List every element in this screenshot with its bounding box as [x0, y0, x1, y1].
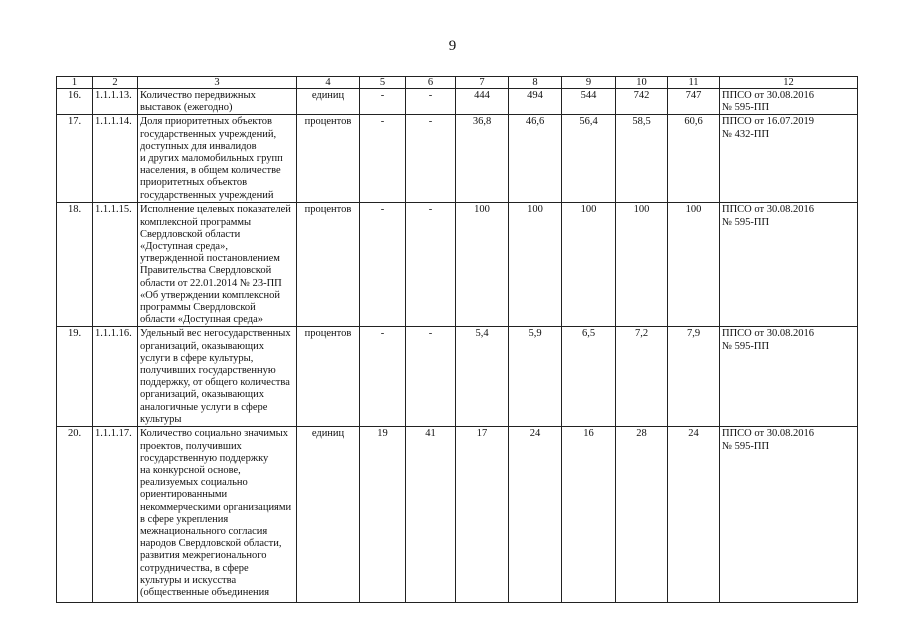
indicator-name — [138, 115, 297, 203]
table-row — [57, 427, 858, 603]
row-number: 17. — [57, 115, 93, 203]
table-row — [57, 89, 858, 115]
indicator-name-line: аналогичные услуги в сфере — [140, 401, 268, 413]
indicator-name — [138, 203, 297, 327]
indicator-code: 1.1.1.13. — [93, 89, 138, 115]
indicator-name-line: культуры и искусства — [140, 574, 237, 586]
value-col-11: 24 — [668, 427, 720, 603]
indicator-name-line: и других маломобильных групп — [140, 153, 283, 165]
table-row — [57, 327, 858, 427]
value-col-8: 100 — [509, 203, 562, 327]
value-col-6: - — [406, 327, 456, 427]
indicator-name-line: сотрудничества, в сфере — [140, 562, 249, 574]
value-col-10: 742 — [616, 89, 668, 115]
source-document-line: № 595-ПП — [722, 440, 770, 452]
indicator-name-line: Исполнение целевых показателей — [140, 204, 291, 216]
unit-of-measure: процентов — [297, 203, 360, 327]
value-col-6: - — [406, 203, 456, 327]
column-header-4: 4 — [297, 77, 360, 89]
indicator-name-line: комплексной программы — [140, 216, 252, 228]
value-col-7: 100 — [456, 203, 509, 327]
indicator-name-line: Доля приоритетных объектов — [140, 116, 273, 128]
indicator-name-line: государственных учреждений, — [140, 128, 277, 140]
indicator-name-line: доступных для инвалидов — [140, 140, 257, 152]
value-col-5: - — [360, 115, 406, 203]
source-document-line: № 595-ПП — [722, 102, 770, 114]
source-document — [720, 427, 858, 603]
row-number: 16. — [57, 89, 93, 115]
value-col-11: 747 — [668, 89, 720, 115]
column-header-10: 10 — [616, 77, 668, 89]
indicator-name — [138, 327, 297, 427]
unit-of-measure: процентов — [297, 115, 360, 203]
value-col-5: - — [360, 89, 406, 115]
page-number: 9 — [448, 38, 457, 54]
indicator-name-line: ориентированными — [140, 489, 228, 501]
column-header-2: 2 — [93, 77, 138, 89]
value-col-8: 494 — [509, 89, 562, 115]
value-col-9: 16 — [562, 427, 616, 603]
source-document-line: № 432-ПП — [722, 128, 770, 140]
indicator-name — [138, 89, 297, 115]
source-document — [720, 203, 858, 327]
value-col-5: - — [360, 203, 406, 327]
value-col-10: 7,2 — [616, 327, 668, 427]
indicator-name-line: государственную поддержку — [140, 452, 269, 464]
indicator-name-line: приоритетных объектов — [140, 177, 248, 189]
source-document — [720, 327, 858, 427]
indicator-name-line: «Об утверждении комплексной — [140, 289, 280, 301]
indicator-name-line: организаций, оказывающих — [140, 340, 264, 352]
indicator-name-line: некоммерческими организациями — [140, 501, 292, 513]
indicator-name-line: «Доступная среда», — [140, 241, 228, 253]
indicator-name-line: утвержденной постановлением — [140, 253, 280, 265]
source-document-line: № 595-ПП — [722, 340, 770, 352]
table-header-row — [57, 77, 858, 89]
value-col-10: 28 — [616, 427, 668, 603]
indicator-name-line: (общественные объединения — [140, 587, 270, 599]
column-header-7: 7 — [456, 77, 509, 89]
indicator-name-line: в сфере укрепления — [140, 513, 229, 525]
value-col-9: 544 — [562, 89, 616, 115]
row-number: 18. — [57, 203, 93, 327]
table-row — [57, 115, 858, 203]
indicators-table — [56, 76, 858, 603]
indicator-name-line: организаций, оказывающих — [140, 389, 264, 401]
indicator-name-line: Количество социально значимых — [140, 428, 288, 440]
value-col-10: 58,5 — [616, 115, 668, 203]
indicator-name-line: реализуемых социально — [140, 477, 248, 489]
indicator-name-line: населения, в общем количестве — [140, 165, 281, 177]
value-col-10: 100 — [616, 203, 668, 327]
value-col-5: - — [360, 327, 406, 427]
indicator-name-line: поддержку, от общего количества — [140, 377, 290, 389]
unit-of-measure: единиц — [297, 89, 360, 115]
row-number: 20. — [57, 427, 93, 603]
indicator-code: 1.1.1.17. — [93, 427, 138, 603]
indicator-name-line: Свердловской области — [140, 228, 241, 240]
indicator-name-line: Правительства Свердловской — [140, 265, 272, 277]
indicator-name-line: проектов, получивших — [140, 440, 242, 452]
value-col-7: 444 — [456, 89, 509, 115]
source-document-line: № 595-ПП — [722, 216, 770, 228]
value-col-6: - — [406, 89, 456, 115]
value-col-7: 17 — [456, 427, 509, 603]
indicator-name-line: государственных учреждений — [140, 189, 274, 201]
indicator-name-line: Количество передвижных — [140, 90, 256, 101]
indicator-name-line: выставок (ежегодно) — [140, 102, 233, 114]
source-document — [720, 115, 858, 203]
column-header-12: 12 — [720, 77, 858, 89]
value-col-8: 5,9 — [509, 327, 562, 427]
source-document-line: ППСО от 30.08.2016 — [722, 90, 814, 101]
source-document-line: ППСО от 30.08.2016 — [722, 428, 814, 440]
unit-of-measure: единиц — [297, 427, 360, 603]
indicator-code: 1.1.1.14. — [93, 115, 138, 203]
row-number: 19. — [57, 327, 93, 427]
value-col-6: 41 — [406, 427, 456, 603]
indicator-code: 1.1.1.16. — [93, 327, 138, 427]
indicator-name-line: программы Свердловской — [140, 302, 256, 314]
column-header-6: 6 — [406, 77, 456, 89]
source-document-line: ППСО от 30.08.2016 — [722, 204, 814, 216]
indicator-name-line: развития межрегионального — [140, 550, 267, 562]
indicator-name-line: услуги в сфере культуры, — [140, 352, 254, 364]
value-col-11: 100 — [668, 203, 720, 327]
indicator-name-line: области от 22.01.2014 № 23-ПП — [140, 277, 282, 289]
indicator-code: 1.1.1.15. — [93, 203, 138, 327]
value-col-9: 6,5 — [562, 327, 616, 427]
value-col-11: 7,9 — [668, 327, 720, 427]
value-col-9: 56,4 — [562, 115, 616, 203]
column-header-8: 8 — [509, 77, 562, 89]
table-row — [57, 203, 858, 327]
indicator-name-line: Удельный вес негосударственных — [140, 328, 291, 340]
indicator-name — [138, 427, 297, 603]
value-col-5: 19 — [360, 427, 406, 603]
column-header-1: 1 — [57, 77, 93, 89]
column-header-11: 11 — [668, 77, 720, 89]
indicator-name-line: получивших государственную — [140, 365, 276, 377]
indicator-name-line: народов Свердловской области, — [140, 538, 282, 550]
unit-of-measure: процентов — [297, 327, 360, 427]
value-col-8: 46,6 — [509, 115, 562, 203]
indicator-name-line: культуры — [140, 413, 182, 425]
value-col-7: 5,4 — [456, 327, 509, 427]
value-col-7: 36,8 — [456, 115, 509, 203]
source-document-line: ППСО от 30.08.2016 — [722, 328, 814, 340]
indicator-name-line: на конкурсной основе, — [140, 465, 241, 477]
column-header-9: 9 — [562, 77, 616, 89]
column-header-3: 3 — [138, 77, 297, 89]
source-document — [720, 89, 858, 115]
source-document-line: ППСО от 16.07.2019 — [722, 116, 814, 128]
value-col-8: 24 — [509, 427, 562, 603]
indicator-name-line: межнационального согласия — [140, 526, 268, 538]
value-col-6: - — [406, 115, 456, 203]
indicator-name-line: области «Доступная среда» — [140, 314, 264, 326]
column-header-5: 5 — [360, 77, 406, 89]
value-col-11: 60,6 — [668, 115, 720, 203]
value-col-9: 100 — [562, 203, 616, 327]
